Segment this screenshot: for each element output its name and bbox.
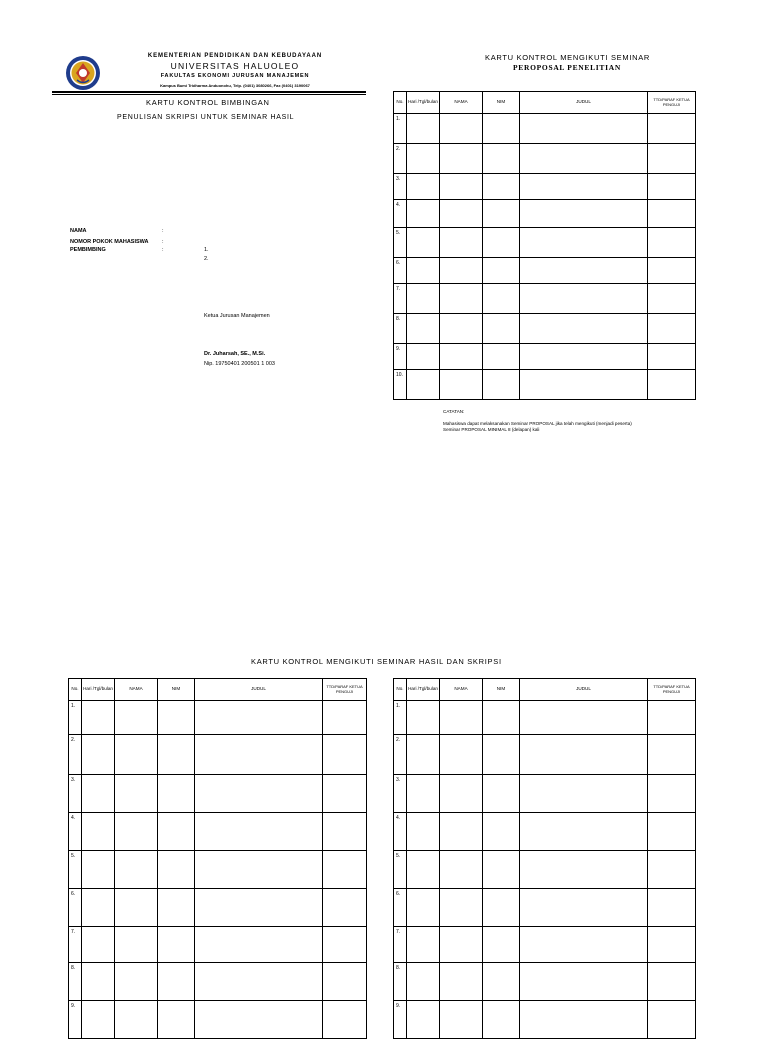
- table-header-no: No.: [394, 679, 407, 701]
- title-cell[interactable]: [520, 144, 648, 174]
- table-row: [394, 927, 696, 963]
- table-row: [69, 775, 367, 813]
- signature-cell[interactable]: [648, 775, 696, 813]
- nim-cell[interactable]: [483, 144, 520, 174]
- proposal-attendance-table: [393, 91, 696, 400]
- nim-cell[interactable]: [158, 963, 195, 1001]
- row-number: 6.: [69, 889, 82, 927]
- advisor-line-1: 1.: [204, 247, 209, 253]
- title-cell[interactable]: [520, 889, 648, 927]
- name-cell[interactable]: [440, 114, 483, 144]
- title-cell[interactable]: [520, 344, 648, 370]
- date-cell[interactable]: [407, 344, 440, 370]
- title-cell[interactable]: [520, 284, 648, 314]
- date-cell[interactable]: [82, 775, 115, 813]
- date-cell[interactable]: [407, 701, 440, 735]
- signature-cell[interactable]: [648, 284, 696, 314]
- signature-nip: Nip. 19750401 200501 1 003: [204, 361, 275, 367]
- date-cell[interactable]: [407, 314, 440, 344]
- nim-cell[interactable]: [483, 370, 520, 400]
- results-card-title: KARTU KONTROL MENGIKUTI SEMINAR HASIL DAN SKRIPSI: [251, 657, 502, 666]
- table-row: [394, 701, 696, 735]
- table-row: [394, 889, 696, 927]
- signature-cell[interactable]: [323, 963, 367, 1001]
- signature-cell[interactable]: [323, 1001, 367, 1039]
- table-row: [69, 735, 367, 775]
- row-number: 2.: [394, 735, 407, 775]
- signature-cell[interactable]: [648, 200, 696, 228]
- table-row: [394, 284, 696, 314]
- row-number: 7.: [69, 927, 82, 963]
- row-number: 8.: [69, 963, 82, 1001]
- field-label-nim: NOMOR POKOK MAHASISWA: [70, 239, 149, 245]
- row-number: 5.: [69, 851, 82, 889]
- nim-cell[interactable]: [158, 701, 195, 735]
- nim-cell[interactable]: [158, 851, 195, 889]
- name-cell[interactable]: [115, 701, 158, 735]
- nim-cell[interactable]: [483, 963, 520, 1001]
- row-number: 9.: [394, 344, 407, 370]
- signature-cell[interactable]: [648, 114, 696, 144]
- ministry-name: KEMENTERIAN PENDIDIKAN DAN KEBUDAYAAN: [147, 53, 323, 59]
- table-row: [69, 889, 367, 927]
- title-cell[interactable]: [520, 1001, 648, 1039]
- date-cell[interactable]: [82, 963, 115, 1001]
- date-cell[interactable]: [407, 889, 440, 927]
- name-cell[interactable]: [440, 174, 483, 200]
- table-header-name: NAMA: [440, 679, 483, 701]
- date-cell[interactable]: [407, 1001, 440, 1039]
- row-number: 8.: [394, 963, 407, 1001]
- table-header-nim: NIM: [483, 679, 520, 701]
- nim-cell[interactable]: [158, 813, 195, 851]
- university-name: UNIVERSITAS HALUOLEO: [170, 61, 300, 71]
- name-cell[interactable]: [440, 370, 483, 400]
- table-header-date: Hari /Tgl/bulan: [82, 679, 115, 701]
- date-cell[interactable]: [407, 284, 440, 314]
- row-number: 8.: [394, 314, 407, 344]
- signature-cell[interactable]: [648, 174, 696, 200]
- proposal-card-title: KARTU KONTROL MENGIKUTI SEMINAR: [485, 53, 651, 62]
- name-cell[interactable]: [440, 284, 483, 314]
- title-cell[interactable]: [520, 314, 648, 344]
- guidance-card-subtitle: PENULISAN SKRIPSI UNTUK SEMINAR HASIL: [117, 114, 295, 121]
- name-cell[interactable]: [115, 927, 158, 963]
- title-cell[interactable]: [195, 963, 323, 1001]
- table-row: [69, 813, 367, 851]
- guidance-card-title: KARTU KONTROL BIMBINGAN: [146, 98, 270, 107]
- date-cell[interactable]: [407, 813, 440, 851]
- address-line: Kampus Bumi Tridharma Anduonohu, Telp. (0401) 3080266, Fax (0401) 3190067: [160, 83, 310, 88]
- name-cell[interactable]: [440, 228, 483, 258]
- name-cell[interactable]: [440, 258, 483, 284]
- faculty-name: FAKULTAS EKONOMI JURUSAN MANAJEMEN: [160, 73, 310, 79]
- signature-cell[interactable]: [648, 370, 696, 400]
- results-attendance-table-right: [393, 678, 696, 1039]
- field-colon-advisor: :: [162, 247, 164, 253]
- name-cell[interactable]: [440, 701, 483, 735]
- nim-cell[interactable]: [158, 889, 195, 927]
- name-cell[interactable]: [440, 889, 483, 927]
- signature-cell[interactable]: [648, 144, 696, 174]
- title-cell[interactable]: [520, 963, 648, 1001]
- title-cell[interactable]: [520, 851, 648, 889]
- title-cell[interactable]: [520, 927, 648, 963]
- date-cell[interactable]: [407, 200, 440, 228]
- date-cell[interactable]: [407, 775, 440, 813]
- row-number: 2.: [69, 735, 82, 775]
- letterhead-rule: [52, 91, 366, 93]
- table-row: [394, 370, 696, 400]
- row-number: 1.: [394, 701, 407, 735]
- signature-cell[interactable]: [323, 927, 367, 963]
- table-row: [69, 1001, 367, 1039]
- row-number: 5.: [394, 228, 407, 258]
- nim-cell[interactable]: [158, 775, 195, 813]
- nim-cell[interactable]: [483, 200, 520, 228]
- note-line-2: Seminar PROPOSAL MINIMAL 8 (delapan) kali: [443, 427, 540, 432]
- title-cell[interactable]: [520, 813, 648, 851]
- proposal-card-subtitle: PEROPOSAL PENELITIAN: [513, 63, 621, 72]
- table-header-nim: NIM: [483, 92, 520, 114]
- name-cell[interactable]: [440, 200, 483, 228]
- letterhead-rule-thin: [52, 94, 366, 95]
- row-number: 2.: [394, 144, 407, 174]
- row-number: 6.: [394, 889, 407, 927]
- table-header-date: Hari /Tgl/bulan: [407, 92, 440, 114]
- table-header-signature: TTD/PARAF KETUA PENGUJI: [648, 679, 696, 701]
- date-cell[interactable]: [82, 1001, 115, 1039]
- nim-cell[interactable]: [483, 813, 520, 851]
- row-number: 1.: [394, 114, 407, 144]
- row-number: 3.: [394, 174, 407, 200]
- nim-cell[interactable]: [483, 735, 520, 775]
- note-line-1: Mahasiswa dapat melaksanakan Seminar PROPOSAL jika telah mengikuti (menjadi peserta): [443, 421, 632, 426]
- table-header-date: Hari /Tgl/bulan: [407, 679, 440, 701]
- nim-cell[interactable]: [483, 228, 520, 258]
- table-header-name: NAMA: [115, 679, 158, 701]
- table-row: [394, 228, 696, 258]
- nim-cell[interactable]: [158, 927, 195, 963]
- table-row: [69, 927, 367, 963]
- nim-cell[interactable]: [483, 258, 520, 284]
- table-row: [394, 1001, 696, 1039]
- table-header-signature: TTD/PARAF KETUA PENGUJI: [648, 92, 696, 114]
- name-cell[interactable]: [115, 813, 158, 851]
- row-number: 4.: [394, 813, 407, 851]
- date-cell[interactable]: [407, 851, 440, 889]
- table-row: [394, 735, 696, 775]
- field-colon-name: :: [162, 228, 164, 234]
- name-cell[interactable]: [115, 775, 158, 813]
- title-cell[interactable]: [520, 258, 648, 284]
- table-row: [394, 174, 696, 200]
- signature-cell[interactable]: [648, 927, 696, 963]
- table-row: [394, 775, 696, 813]
- field-label-name: NAMA: [70, 228, 87, 234]
- row-number: 5.: [394, 851, 407, 889]
- nim-cell[interactable]: [483, 114, 520, 144]
- name-cell[interactable]: [440, 1001, 483, 1039]
- nim-cell[interactable]: [483, 851, 520, 889]
- title-cell[interactable]: [195, 1001, 323, 1039]
- nim-cell[interactable]: [483, 284, 520, 314]
- row-number: 3.: [394, 775, 407, 813]
- signature-cell[interactable]: [648, 314, 696, 344]
- title-cell[interactable]: [520, 775, 648, 813]
- date-cell[interactable]: [82, 851, 115, 889]
- signature-cell[interactable]: [648, 851, 696, 889]
- name-cell[interactable]: [440, 963, 483, 1001]
- name-cell[interactable]: [115, 889, 158, 927]
- row-number: 7.: [394, 927, 407, 963]
- title-cell[interactable]: [195, 735, 323, 775]
- title-cell[interactable]: [520, 114, 648, 144]
- title-cell[interactable]: [520, 735, 648, 775]
- date-cell[interactable]: [407, 174, 440, 200]
- signature-cell[interactable]: [648, 963, 696, 1001]
- name-cell[interactable]: [440, 314, 483, 344]
- title-cell[interactable]: [520, 701, 648, 735]
- row-number: 9.: [69, 1001, 82, 1039]
- signature-cell[interactable]: [323, 851, 367, 889]
- row-number: 4.: [394, 200, 407, 228]
- results-attendance-table-left: [68, 678, 367, 1039]
- title-cell[interactable]: [195, 889, 323, 927]
- table-header-title: JUDUL: [520, 92, 648, 114]
- nim-cell[interactable]: [483, 927, 520, 963]
- table-row: [394, 314, 696, 344]
- name-cell[interactable]: [440, 851, 483, 889]
- name-cell[interactable]: [440, 344, 483, 370]
- field-label-advisor: PEMBIMBING: [70, 247, 106, 253]
- date-cell[interactable]: [82, 735, 115, 775]
- nim-cell[interactable]: [158, 735, 195, 775]
- signature-cell[interactable]: [323, 813, 367, 851]
- row-number: 3.: [69, 775, 82, 813]
- signature-cell[interactable]: [648, 344, 696, 370]
- date-cell[interactable]: [407, 114, 440, 144]
- title-cell[interactable]: [195, 775, 323, 813]
- table-header-title: JUDUL: [520, 679, 648, 701]
- nim-cell[interactable]: [483, 775, 520, 813]
- nim-cell[interactable]: [483, 344, 520, 370]
- date-cell[interactable]: [407, 370, 440, 400]
- date-cell[interactable]: [407, 258, 440, 284]
- title-cell[interactable]: [520, 200, 648, 228]
- table-header-no: No.: [69, 679, 82, 701]
- table-header-no: No.: [394, 92, 407, 114]
- table-row: [394, 963, 696, 1001]
- signature-cell[interactable]: [648, 258, 696, 284]
- title-cell[interactable]: [520, 370, 648, 400]
- table-header-name: NAMA: [440, 92, 483, 114]
- signature-cell[interactable]: [648, 735, 696, 775]
- date-cell[interactable]: [82, 927, 115, 963]
- table-row: [394, 344, 696, 370]
- table-row: [394, 851, 696, 889]
- signature-cell[interactable]: [323, 889, 367, 927]
- table-row: [69, 701, 367, 735]
- signature-cell[interactable]: [323, 775, 367, 813]
- nim-cell[interactable]: [483, 701, 520, 735]
- date-cell[interactable]: [407, 228, 440, 258]
- nim-cell[interactable]: [483, 314, 520, 344]
- table-header-signature: TTD/PARAF KETUA PENGUJI: [323, 679, 367, 701]
- table-row: [394, 200, 696, 228]
- nim-cell[interactable]: [158, 1001, 195, 1039]
- signature-name: Dr. Juharsah, SE., M.Si.: [204, 351, 266, 357]
- name-cell[interactable]: [115, 1001, 158, 1039]
- advisor-line-2: 2.: [204, 256, 209, 262]
- name-cell[interactable]: [440, 927, 483, 963]
- nim-cell[interactable]: [483, 1001, 520, 1039]
- signature-cell[interactable]: [648, 701, 696, 735]
- name-cell[interactable]: [115, 963, 158, 1001]
- nim-cell[interactable]: [483, 174, 520, 200]
- row-number: 6.: [394, 258, 407, 284]
- signature-cell[interactable]: [323, 735, 367, 775]
- field-colon-nim: :: [162, 239, 164, 245]
- date-cell[interactable]: [407, 963, 440, 1001]
- date-cell[interactable]: [82, 889, 115, 927]
- date-cell[interactable]: [407, 927, 440, 963]
- table-row: [394, 813, 696, 851]
- name-cell[interactable]: [440, 144, 483, 174]
- table-row: [69, 851, 367, 889]
- title-cell[interactable]: [195, 851, 323, 889]
- title-cell[interactable]: [195, 701, 323, 735]
- name-cell[interactable]: [440, 775, 483, 813]
- date-cell[interactable]: [407, 144, 440, 174]
- name-cell[interactable]: [115, 735, 158, 775]
- nim-cell[interactable]: [483, 889, 520, 927]
- name-cell[interactable]: [115, 851, 158, 889]
- note-label: CATATAN:: [443, 409, 465, 414]
- row-number: 4.: [69, 813, 82, 851]
- signature-role: Ketua Jurusan Manajemen: [204, 313, 270, 319]
- row-number: 9.: [394, 1001, 407, 1039]
- signature-cell[interactable]: [648, 228, 696, 258]
- table-row: [394, 114, 696, 144]
- title-cell[interactable]: [195, 813, 323, 851]
- signature-cell[interactable]: [648, 889, 696, 927]
- table-row: [394, 144, 696, 174]
- row-number: 1.: [69, 701, 82, 735]
- title-cell[interactable]: [520, 228, 648, 258]
- date-cell[interactable]: [82, 701, 115, 735]
- date-cell[interactable]: [407, 735, 440, 775]
- signature-cell[interactable]: [648, 1001, 696, 1039]
- title-cell[interactable]: [520, 174, 648, 200]
- table-row: [394, 258, 696, 284]
- name-cell[interactable]: [440, 813, 483, 851]
- university-seal-icon: [65, 55, 101, 91]
- date-cell[interactable]: [82, 813, 115, 851]
- title-cell[interactable]: [195, 927, 323, 963]
- table-header-nim: NIM: [158, 679, 195, 701]
- row-number: 7.: [394, 284, 407, 314]
- signature-cell[interactable]: [648, 813, 696, 851]
- table-row: [69, 963, 367, 1001]
- table-header-title: JUDUL: [195, 679, 323, 701]
- name-cell[interactable]: [440, 735, 483, 775]
- row-number: 10.: [394, 370, 407, 400]
- signature-cell[interactable]: [323, 701, 367, 735]
